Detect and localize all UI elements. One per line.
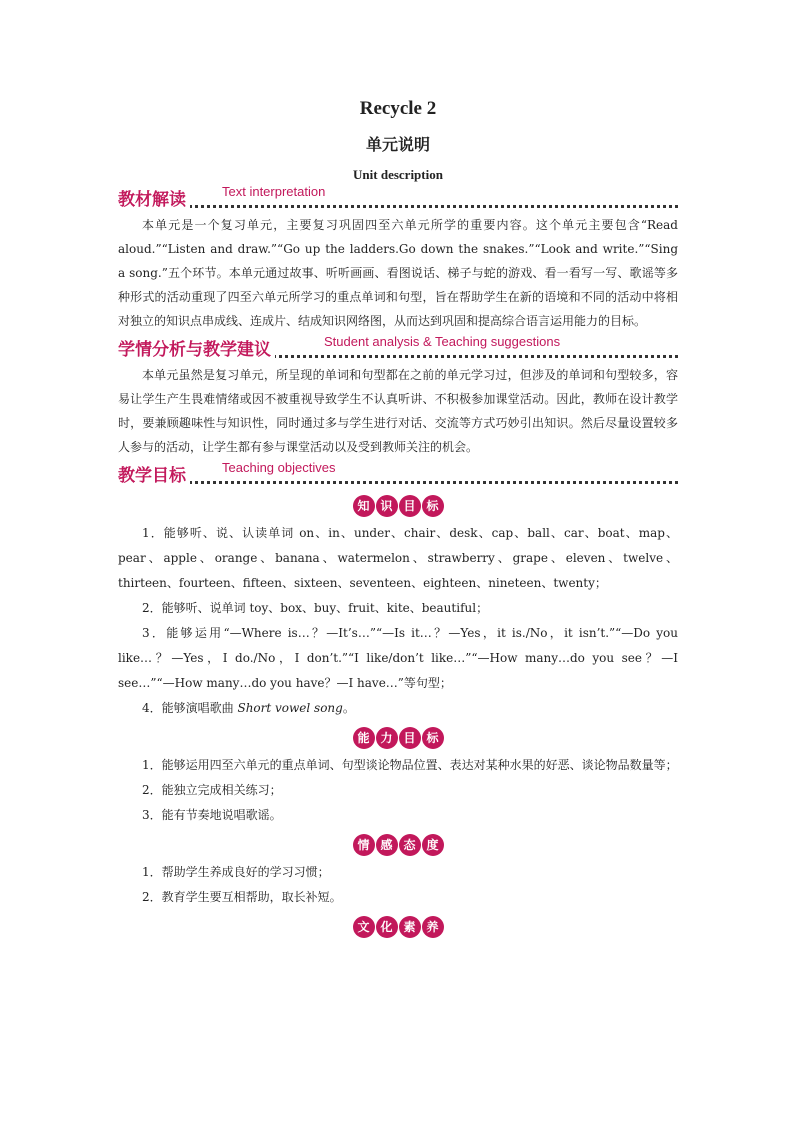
section-title-cn: 教学目标: [118, 465, 190, 487]
section-title-en: Teaching objectives: [222, 460, 336, 475]
badge-char: 目: [399, 727, 421, 749]
section-header-teaching-objectives: [118, 460, 678, 489]
badge-char: 力: [376, 727, 398, 749]
text-interpretation-paragraph: 本单元是一个复习单元，主要复习巩固四至六单元所学的重要内容。这个单元主要包含“Read aloud.”“Listen and draw.”“Go up the ladders.Go down the snakes.”“Look and write.”“Sing a song.”五个环节。本单元通过故事、听听画画、看图说话、梯子与蛇的游戏、看一看写一写、歌谣等多种形式的活动重现了四至六单元所学习的重点单词和句型，旨在帮助学生在新的语境和不同的活动中将相对独立的知识点串成线、连成片、结成知识网络图，从而达到巩固和提高综合语言运用能力的目标。: [118, 218, 678, 328]
badge-char: 化: [376, 916, 398, 938]
section-title-cn: 教材解读: [118, 189, 190, 211]
section-title-en: Text interpretation: [222, 184, 326, 199]
dotted-divider: [118, 205, 678, 208]
badge-char: 目: [399, 495, 421, 517]
list-item: 2．能独立完成相关练习；: [142, 783, 282, 797]
list-item-suffix: 。: [342, 701, 355, 715]
subtitle-english: Unit description: [353, 167, 443, 182]
section-header-student-analysis: [118, 334, 678, 363]
badge-char: 素: [399, 916, 421, 938]
list-item: 1．能够听、说、认读单词 on、in、under、chair、desk、cap、ball、car、boat、map、pear、apple、orange、banana、watermelon、strawberry、grape、eleven、twelve、thirteen、fourteen、fifteen、sixteen、seventeen、eighteen、nineteen、twenty；: [118, 526, 678, 590]
badge-char: 养: [422, 916, 444, 938]
section-title-cn: 学情分析与教学建议: [118, 339, 275, 361]
song-title: Short vowel song: [237, 701, 343, 715]
list-item-prefix: 4．能够演唱歌曲: [142, 701, 234, 715]
list-item: 3．能够运用“—Where is…？—It’s…”“—Is it…？—Yes，it is./No，it isn’t.”“—Do you like…？—Yes，I do./No，I don’t.”“I like/don’t like…”“—How many…do you see？—I see…”“—How many…do you have？—I have…”等句型；: [118, 626, 678, 690]
badge-char: 能: [353, 727, 375, 749]
badge-cultural-literacy: [118, 916, 678, 940]
list-item: 2．教育学生要互相帮助，取长补短。: [142, 890, 342, 904]
badge-char: 标: [422, 727, 444, 749]
badge-char: 标: [422, 495, 444, 517]
list-item: [118, 696, 678, 721]
section-header-text-interpretation: [118, 184, 678, 213]
badge-char: 知: [353, 495, 375, 517]
badge-emotion-attitude: [118, 834, 678, 858]
list-item: 2．能够听、说单词 toy、box、buy、fruit、kite、beautiful；: [142, 601, 489, 615]
dotted-divider: [118, 481, 678, 484]
badge-char: 感: [376, 834, 398, 856]
subtitle-chinese: 单元说明: [365, 135, 430, 154]
section-title-en: Student analysis & Teaching suggestions: [324, 334, 561, 349]
student-analysis-paragraph: 本单元虽然是复习单元，所呈现的单词和句型都在之前的单元学习过，但涉及的单词和句型较多，容易让学生产生畏难情绪或因不被重视导致学生不认真听讲、不积极参加课堂活动。因此，教师在设计教学时，要兼顾趣味性与知识性，同时通过多与学生进行对话、交流等方式巧妙引出知识。然后尽量设置较多人参与的活动，让学生都有参与课堂活动以及受到教师关注的机会。: [118, 368, 678, 454]
list-item: 1．能够运用四至六单元的重点单词、句型谈论物品位置、表达对某种水果的好恶、谈论物品数量等；: [142, 758, 678, 772]
page-title: Recycle 2: [359, 98, 437, 119]
badge-char: 态: [399, 834, 421, 856]
document-page: [118, 0, 678, 942]
badge-ability-objectives: [118, 727, 678, 751]
badge-char: 情: [353, 834, 375, 856]
list-item: 1．帮助学生养成良好的学习习惯；: [142, 865, 330, 879]
list-item: 3．能有节奏地说唱歌谣。: [142, 808, 282, 822]
badge-char: 度: [422, 834, 444, 856]
badge-char: 文: [353, 916, 375, 938]
badge-knowledge-objectives: [118, 495, 678, 519]
badge-char: 识: [376, 495, 398, 517]
